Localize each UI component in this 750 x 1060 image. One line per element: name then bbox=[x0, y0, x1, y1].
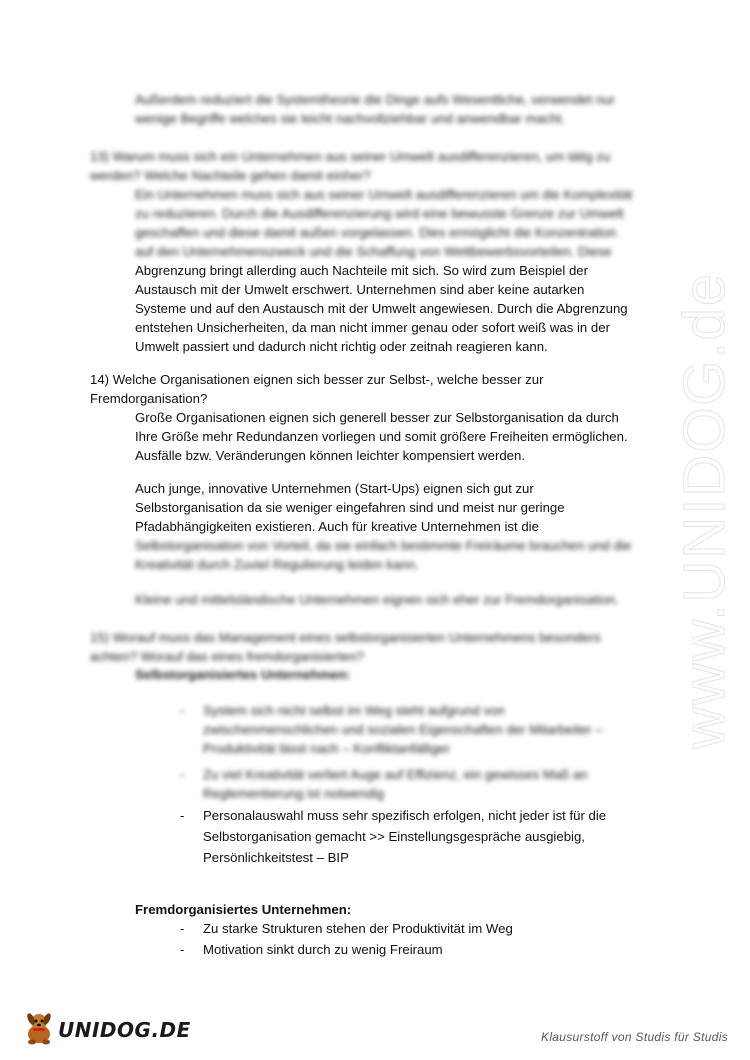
answer-14-blurred-line: Selbstorganisation von Vorteil, da sie einfach bestimmte Freiräume brauchen und die bbox=[135, 538, 632, 553]
self-bullet-line: Persönlichkeitstest – BIP bbox=[203, 850, 349, 865]
unidog-logo[interactable] bbox=[22, 1010, 191, 1050]
answer-13-blurred-line: geschaffen und diese damit außen vorgelassen. Dies ermöglicht die Konzentration bbox=[135, 225, 617, 240]
blurred-text-line: wenige Begriffe welches sie leicht nachvollziehbar und anwendbar macht. bbox=[135, 111, 566, 126]
self-bullet-blurred-line: Zu viel Kreativität verliert Auge auf Effizienz, ein gewisses Maß an bbox=[203, 767, 588, 782]
answer-14-blurred-line: Kreativität durch Zuviel Regulierung leiden kann. bbox=[135, 557, 419, 572]
bullet-marker: - bbox=[180, 767, 185, 782]
self-organised-heading: Selbstorganisiertes Unternehmen: bbox=[135, 667, 351, 682]
answer-13-line: Umwelt passiert und dadurch nicht richtig oder zeitnah reagieren kann. bbox=[135, 339, 548, 354]
answer-13-blurred-line: zu reduzieren. Durch die Ausdifferenzierung wird eine bewusste Grenze zur Umwelt bbox=[135, 206, 624, 221]
answer-13-blurred-line: Ein Unternehmen muss sich aus seiner Umwelt ausdifferenzieren um die Komplexität bbox=[135, 187, 633, 202]
answer-13-line: Austausch mit der Umwelt erschwert. Unternehmen sind aber keine autarken bbox=[135, 282, 585, 297]
question-14-line: 14) Welche Organisationen eignen sich besser zur Selbst-, welche besser zur bbox=[90, 372, 544, 387]
answer-14-line: Große Organisationen eignen sich generell besser zur Selbstorganisation da durch bbox=[135, 410, 619, 425]
bullet-marker: - bbox=[180, 703, 185, 718]
blurred-text-line: Außerdem reduziert die Systemtheorie die Dinge aufs Wesentliche, verwendet nur bbox=[135, 92, 615, 107]
answer-14-line: Pfadabhängigkeiten existieren. Auch für kreative Unternehmen ist die bbox=[135, 519, 539, 534]
bullet-marker: - bbox=[180, 942, 185, 957]
answer-13-blurred-line: auf den Unternehmenszweck und die Schaffung von Wettbewerbsvorteilen. Diese bbox=[135, 244, 612, 259]
bullet-marker: - bbox=[180, 808, 185, 823]
logo-text: UNIDOG.DE bbox=[58, 1018, 191, 1042]
question-13-line: werden? Welche Nachteile gehen damit einher? bbox=[90, 168, 371, 183]
foreign-bullet-line: Motivation sinkt durch zu wenig Freiraum bbox=[203, 942, 443, 957]
question-14-line: Fremdorganisation? bbox=[90, 391, 208, 406]
self-bullet-line: Personalauswahl muss sehr spezifisch erfolgen, nicht jeder ist für die bbox=[203, 808, 607, 823]
answer-13-line: Abgrenzung bringt allerding auch Nachteile mit sich. So wird zum Beispiel der bbox=[135, 263, 588, 278]
watermark bbox=[655, 271, 750, 749]
answer-14-blurred-line: Kleine und mittelständische Unternehmen eignen sich eher zur Fremdorganisation. bbox=[135, 592, 619, 607]
self-bullet-blurred-line: Produktivität lässt nach – Konfliktanfälliger bbox=[203, 741, 451, 756]
self-bullet-line: Selbstorganisation gemacht >> Einstellungsgespräche ausgiebig, bbox=[203, 829, 585, 844]
answer-14-line: Ausfälle bzw. Veränderungen können leichter kompensiert werden. bbox=[135, 448, 526, 463]
self-bullet-blurred-line: System sich nicht selbst im Weg steht aufgrund von bbox=[203, 703, 505, 718]
answer-14-line: Auch junge, innovative Unternehmen (Start-Ups) eignen sich gut zur bbox=[135, 481, 534, 496]
answer-14-line: Ihre Größe mehr Redundanzen vorliegen und somit größere Freiheiten ermöglichen. bbox=[135, 429, 628, 444]
foreign-bullet-line: Zu starke Strukturen stehen der Produktivität im Weg bbox=[203, 921, 513, 936]
self-bullet-blurred-line: zwischenmenschlichen und sozialen Eigenschaften der Mitarbeiter – bbox=[203, 722, 603, 737]
question-15-line: 15) Worauf muss das Management eines selbstorganisierten Unternehmens besonders bbox=[90, 630, 601, 645]
dog-icon bbox=[22, 1010, 56, 1051]
watermark-text: www.UNIDOG.de bbox=[672, 271, 738, 749]
question-13-line: 13) Warum muss sich ein Unternehmen aus seiner Umwelt ausdifferenzieren, um tätig zu bbox=[90, 149, 611, 164]
answer-13-line: Systeme und auf den Austausch mit der Umwelt angewiesen. Durch die Abgrenzung bbox=[135, 301, 628, 316]
foreign-organised-heading: Fremdorganisiertes Unternehmen: bbox=[135, 902, 352, 917]
self-bullet-blurred-line: Reglementierung ist notwendig bbox=[203, 786, 385, 801]
answer-13-line: entstehen Unsicherheiten, da man nicht immer genau oder sofort weiß was in der bbox=[135, 320, 610, 335]
question-15-line: achten? Worauf das eines fremdorganisierten? bbox=[90, 649, 364, 664]
footer-tagline: Klausurstoff von Studis für Studis bbox=[541, 1030, 728, 1044]
answer-14-line: Selbstorganisation da sie weniger eingefahren sind und meist nur geringe bbox=[135, 500, 565, 515]
bullet-marker: - bbox=[180, 921, 185, 936]
